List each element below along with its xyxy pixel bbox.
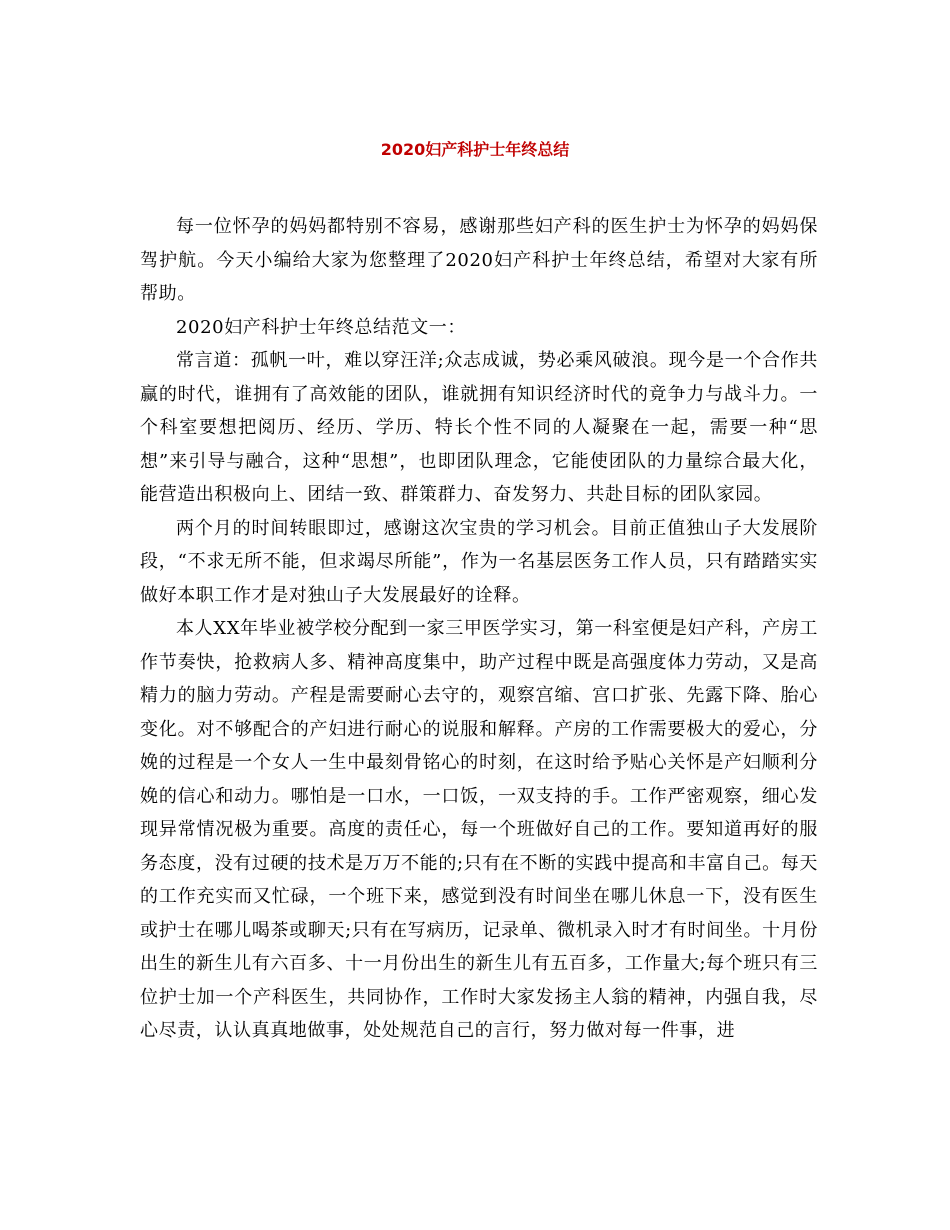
sample-heading: 2020妇产科护士年终总结范文一：: [176, 316, 467, 338]
body-paragraph-experience: 本人XX年毕业被学校分配到一家三甲医学实习，第一科室便是妇产科，产房工作节奏快，抢救病人多、精神高度集中，助产过程中既是高强度体力劳动，又是高精力的脑力劳动。产程是需要耐心去守的，观察宫缩、宫口扩张、先露下降、胎心变化。对不够配合的产妇进行耐心的说服和解释。产房的工作需要极大的爱心，分娩的过程是一个女人一生中最刻骨铭心的时刻，在这时给予贴心关怀是产妇顺利分娩的信心和动力。哪怕是一口水，一口饭，一双支持的手。工作严密观察，细心发现异常情况极为重要。高度的责任心，每一个班做好自己的工作。要知道再好的服务态度，没有过硬的技术是万万不能的;只有在不断的实践中提高和丰富自己。每天的工作充实而又忙碌，一个班下来，感觉到没有时间坐在哪儿休息一下，没有医生或护士在哪儿喝茶或聊天;只有在写病历，记录单、微机录入时才有时间坐。十月份出生的新生儿有六百多、十一月份出生的新生儿有五百多，工作量大;每个班只有三位护士加一个产科医生，共同协作，工作时大家发扬主人翁的精神，内强自我，尽心尽责，认认真真地做事，处处规范自己的言行，努力做对每一件事，进: [140, 618, 818, 1041]
document-body: [140, 210, 818, 1048]
body-paragraph-teamwork: 常言道：孤帆一叶，难以穿汪洋;众志成诚，势必乘风破浪。现今是一个合作共赢的时代，谁拥有了高效能的团队，谁就拥有知识经济时代的竟争力与战斗力。一个科室要想把阅历、经历、学历、特长个性不同的人凝聚在一起，需要一种“思想”来引导与融合，这种“思想”，也即团队理念，它能使团队的力量综合最大化，能营造出积极向上、团结一致、群策群力、奋发努力、共赴目标的团队家园。: [140, 350, 818, 505]
document-title: 2020妇产科护士年终总结: [380, 140, 570, 159]
body-paragraph-study: 两个月的时间转眼即过，感谢这次宝贵的学习机会。目前正值独山子大发展阶段，“不求无所不能，但求竭尽所能”，作为一名基层医务工作人员，只有踏踏实实做好本职工作才是对独山子大发展最好的诠释。: [140, 517, 818, 606]
intro-paragraph: 每一位怀孕的妈妈都特别不容易，感谢那些妇产科的医生护士为怀孕的妈妈保驾护航。今天小编给大家为您整理了2020妇产科护士年终总结，希望对大家有所帮助。: [140, 216, 818, 304]
